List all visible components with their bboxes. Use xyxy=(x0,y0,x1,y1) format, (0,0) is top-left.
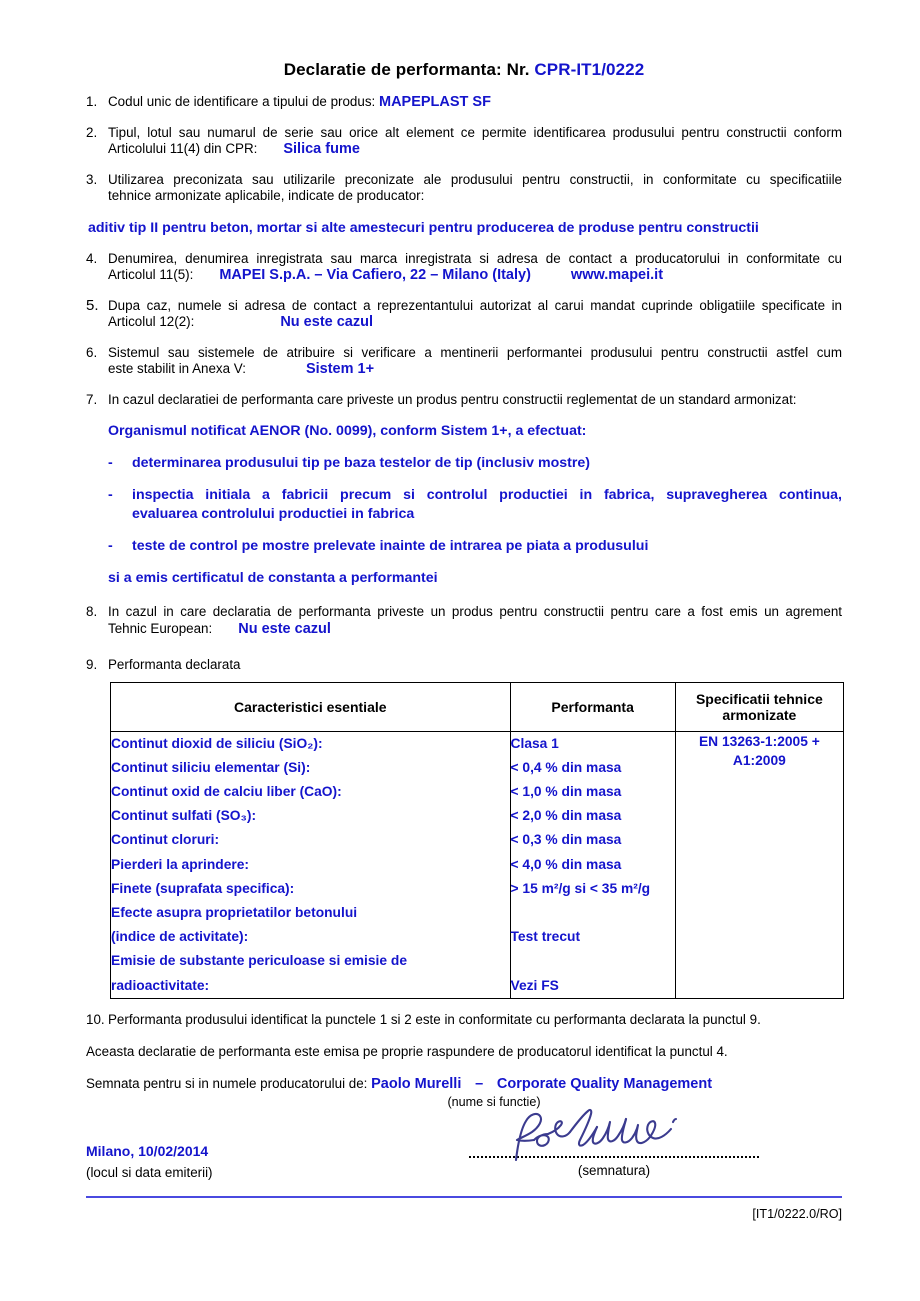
declared-performance-table xyxy=(110,682,844,999)
header-specifications-line2: armonizate xyxy=(722,706,797,723)
clause-2-value: Silica fume xyxy=(283,141,360,157)
clause-3 xyxy=(86,172,842,205)
performance-item: < 4,0 % din masa xyxy=(510,856,622,872)
characteristic-item: Continut dioxid de siliciu (SiO₂): xyxy=(111,735,323,751)
clause-7 xyxy=(86,392,842,409)
performance-item: < 1,0 % din masa xyxy=(510,783,622,799)
declaration-number: CPR-IT1/0222 xyxy=(534,60,645,79)
characteristic-item: (indice de activitate): xyxy=(111,929,249,945)
footer-reference-code: [IT1/0222.0/RO] xyxy=(752,1207,842,1221)
clause-7-bullet-1-line1: determinarea produsului tip pe baza testelor de tip (inclusiv mostre) xyxy=(132,455,591,471)
clause-9 xyxy=(86,657,842,674)
clause-7-bullet-2-line2: evaluarea controlului productiei in fabrica xyxy=(132,506,415,522)
performance-item: < 0,4 % din masa xyxy=(510,759,622,775)
document-content xyxy=(86,0,842,1197)
clause-4 xyxy=(86,251,842,284)
clause-6-number: 6. xyxy=(86,344,98,360)
clause-8-text-line1: In cazul in care declaratia de performanta priveste un produs pentru constructii pentru care a fost emis un agrement xyxy=(108,604,842,619)
footer-divider xyxy=(86,1196,842,1198)
performance-item: Test trecut xyxy=(510,929,581,945)
certificate-statement: si a emis certificatul de constanta a performantei xyxy=(108,570,438,586)
performance-item-blank xyxy=(511,901,675,925)
performance-item: < 2,0 % din masa xyxy=(510,808,622,824)
dash-marker: - xyxy=(108,455,113,471)
clause-7-bullet-3 xyxy=(108,537,842,556)
characteristic-item: Continut sulfati (SO₃): xyxy=(111,808,257,824)
performance-item: > 15 m²/g si < 35 m²/g xyxy=(510,880,651,896)
clause-8-body2 xyxy=(108,621,842,638)
clause-4-number: 4. xyxy=(86,250,98,266)
clause-5-body2 xyxy=(108,314,842,331)
clause-1-value: MAPEPLAST SF xyxy=(378,94,491,110)
notified-body-statement: Organismul notificat AENOR (No. 0099), conform Sistem 1+, a efectuat: xyxy=(108,423,587,439)
characteristic-item: radioactivitate: xyxy=(111,977,210,993)
signer-name: Paolo Murelli xyxy=(371,1075,462,1092)
header-performance: Performanta xyxy=(510,682,675,731)
table-row xyxy=(111,731,844,998)
characteristic-item: Efecte asupra proprietatilor betonului xyxy=(111,904,358,920)
clause-3-text-line1: Utilizarea preconizata sau utilizarile preconizate ale produsului pentru constructii, in conformitate cu specificatiile xyxy=(108,171,842,187)
table-header-row xyxy=(111,682,844,731)
signed-by-prefix: Semnata pentru si in numele producatorului de: xyxy=(86,1075,368,1091)
clause-1-text: Codul unic de identificare a tipului de produs: xyxy=(108,94,376,109)
characteristic-item: Continut oxid de calciu liber (CaO): xyxy=(111,783,342,799)
signer-dash: – xyxy=(475,1075,484,1092)
dash-marker: - xyxy=(108,538,113,554)
clause-2-text-line1: Tipul, lotul sau numarul de serie sau orice alt element ce permite identificarea produsului pentru constructii conform xyxy=(108,124,842,140)
clause-10 xyxy=(86,1011,842,1028)
clause-1-body xyxy=(108,94,842,111)
clause-2-number: 2. xyxy=(86,124,98,140)
title-prefix: Declaratie de performanta: Nr. xyxy=(283,60,530,79)
clause-4-text-line1: Denumirea, denumirea inregistrata sau marca inregistrata si adresa de contact a producatorului in conformitate cu xyxy=(108,250,842,266)
clause-1-number: 1. xyxy=(86,94,98,109)
page-title xyxy=(86,60,842,80)
clause-7-bullet-2 xyxy=(108,486,842,524)
clause-7-bullet-3-line1: teste de control pe mostre prelevate inainte de intrarea pe piata a produsului xyxy=(132,538,649,554)
declared-performance-table-wrapper xyxy=(110,682,844,999)
header-characteristics: Caracteristici esentiale xyxy=(111,682,511,731)
place-and-date-label: (locul si data emiterii) xyxy=(86,1164,213,1180)
characteristic-item: Continut siliciu elementar (Si): xyxy=(111,759,311,775)
clause-6-text-line1: Sistemul sau sistemele de atribuire si verificare a mentinerii performantei produsului pentru constructii astfel cum xyxy=(108,344,842,360)
place-and-date: Milano, 10/02/2014 xyxy=(86,1142,209,1159)
clause-4-text-line2: Articolul 11(5): xyxy=(108,267,194,282)
clause-3-value: aditiv tip II pentru beton, mortar si alte amestecuri pentru producerea de produse pentru constructii xyxy=(88,219,759,236)
characteristic-item: Pierderi la aprindere: xyxy=(111,856,250,872)
responsibility-statement: Aceasta declaratie de performanta este emisa pe proprie raspundere de producatorul identificat la punctul 4. xyxy=(86,1043,728,1059)
clause-1 xyxy=(86,94,842,111)
clause-10-text: Performanta produsului identificat la punctele 1 si 2 este in conformitate cu performanta declarata la punctul 9. xyxy=(108,1011,761,1027)
clause-3-text-line2: tehnice armonizate aplicabile, indicate de producator: xyxy=(108,188,425,203)
performance-item: < 0,3 % din masa xyxy=(510,832,622,848)
characteristic-item: Emisie de substante periculoase si emisie de xyxy=(111,953,407,969)
specification-line2: A1:2009 xyxy=(732,752,786,768)
clause-2-text-line2: Articolului 11(4) din CPR: xyxy=(108,141,258,156)
clause-6-text-line2: este stabilit in Anexa V: xyxy=(108,361,246,376)
signed-by-line xyxy=(86,1075,842,1093)
clause-6-value: Sistem 1+ xyxy=(305,361,375,377)
header-specifications-line1: Specificatii tehnice xyxy=(695,690,823,707)
clause-5-number: 5. xyxy=(86,296,99,314)
specification-line1: EN 13263-1:2005 + xyxy=(698,733,820,749)
signer-role: Corporate Quality Management xyxy=(496,1075,713,1092)
clause-7-bullet-1 xyxy=(108,454,842,473)
performance-item-blank xyxy=(511,949,675,973)
specification-cell xyxy=(675,731,843,998)
clause-3-number: 3. xyxy=(86,171,98,187)
manufacturer-website[interactable]: www.mapei.it xyxy=(570,267,664,283)
clause-7-bullet-2-line1: inspectia initiala a fabricii precum si controlul productiei in fabrica, supravegherea continua, xyxy=(132,487,842,503)
clause-9-text: Performanta declarata xyxy=(108,657,241,672)
name-function-label: (nume si functie) xyxy=(447,1094,541,1109)
performance-item: Clasa 1 xyxy=(510,735,559,751)
clause-5 xyxy=(86,298,842,331)
signature-label: (semnatura) xyxy=(577,1162,651,1178)
clause-7-text: In cazul declaratiei de performanta care priveste un produs pentru constructii reglementat de un standard armonizat: xyxy=(108,391,797,407)
signature-dotted-line xyxy=(469,1155,759,1158)
characteristics-cell xyxy=(111,731,511,998)
clause-8-text-line2: Tehnic European: xyxy=(108,620,213,636)
characteristic-item: Continut cloruri: xyxy=(111,832,220,848)
performance-cell xyxy=(510,731,675,998)
clause-5-value: Nu este cazul xyxy=(280,314,373,330)
clause-10-number: 10. xyxy=(86,1011,105,1027)
manufacturer-address: MAPEI S.p.A. – Via Cafiero, 22 – Milano (Italy) xyxy=(219,267,531,283)
clause-7-number: 7. xyxy=(86,391,98,407)
performance-item: Vezi FS xyxy=(510,977,559,993)
clause-9-number: 9. xyxy=(86,657,98,672)
clause-5-text-line2: Articolul 12(2): xyxy=(108,314,195,329)
clause-2-body2 xyxy=(108,141,842,158)
clause-2 xyxy=(86,125,842,158)
clause-8-value: Nu este cazul xyxy=(238,620,331,637)
clause-8 xyxy=(86,604,842,637)
signature-area xyxy=(86,1115,842,1197)
clause-5-text-line1: Dupa caz, numele si adresa de contact a reprezentantului autorizat al carui mandat cuprinde obligatiile specificate in xyxy=(108,297,842,313)
header-specifications xyxy=(675,682,843,731)
clause-4-body2 xyxy=(108,267,842,284)
dash-marker: - xyxy=(108,487,113,503)
characteristic-item: Finete (suprafata specifica): xyxy=(111,880,295,896)
clause-6 xyxy=(86,345,842,378)
clause-7-details xyxy=(86,422,842,588)
clause-6-body2 xyxy=(108,361,842,378)
clause-8-number: 8. xyxy=(86,604,98,619)
